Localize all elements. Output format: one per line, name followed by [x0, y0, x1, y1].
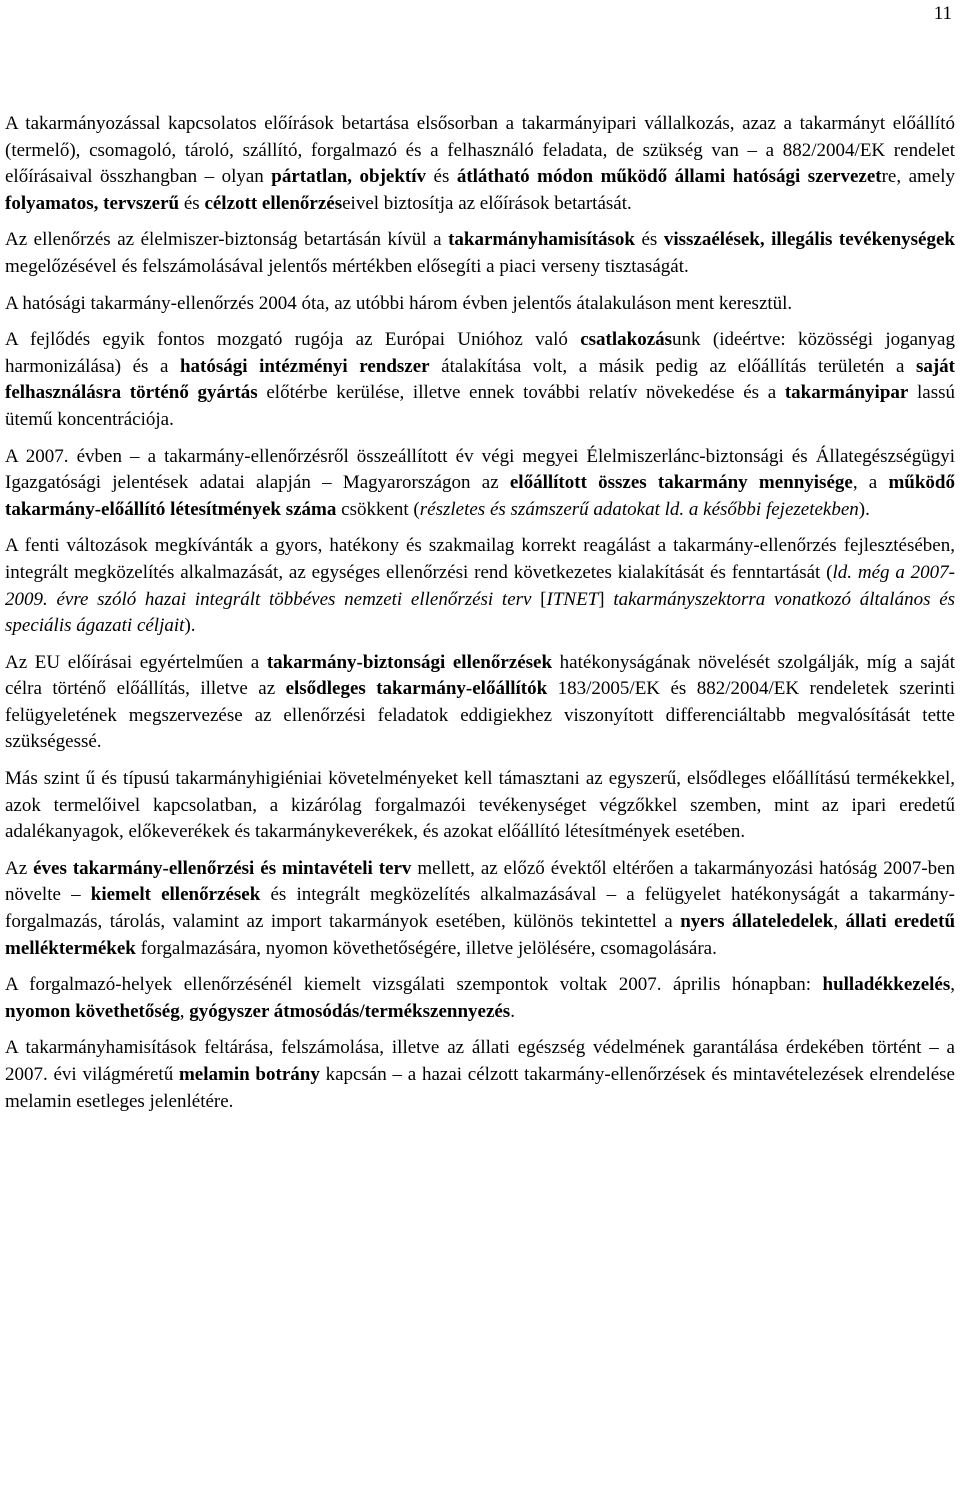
bold-text: átlátható módon működő állami hatósági szervezet — [456, 166, 882, 188]
paragraph-9 — [5, 856, 955, 962]
paragraph-text: és — [634, 229, 664, 251]
paragraph-text: és — [179, 192, 205, 214]
paragraph-text: és integrált megközelítés alkalmazásával – a felügyelet hatékonyságát a takarmány-forgalmazás, tárolás, valamint az import takarmányok esetében, különös tekintettel a — [5, 884, 955, 933]
paragraph-6 — [5, 533, 955, 639]
paragraph-text: , a — [852, 472, 889, 494]
bold-text: éves takarmány-ellenőrzési és mintavételi terv — [33, 857, 412, 879]
bold-text: elsődleges takarmány-előállítók — [285, 678, 548, 700]
page-number: 11 — [933, 3, 952, 24]
paragraph-text: hatékonyságának növelését szolgálják, míg a saját célra történő előállítás, illetve az — [5, 651, 956, 700]
paragraph-text: , — [179, 1000, 190, 1022]
paragraph-1 — [5, 111, 955, 217]
paragraph-text: . — [510, 1000, 515, 1022]
paragraph-text: forgalmazására, nyomon követhetőségére, illetve jelölésére, csomagolására. — [135, 937, 717, 959]
bold-text: hulladékkezelés — [822, 974, 951, 996]
paragraph-3 — [5, 291, 955, 318]
paragraph-11 — [5, 1035, 955, 1115]
paragraph-text: [ — [531, 588, 547, 610]
paragraph-text: Más szint ű és típusú takarmányhigiéniai követelményeket kell támasztani az egyszerű, elsődleges előállítású termékekkel, azok termelőivel kapcsolatban, a kizárólag forgalmazói tevékenységet végzőkkel szemben, mint az ipari eredetű adalékanyagok, előkeverékek és takarmánykeverékek, és azokat előállító létesítmények esetében. — [5, 768, 955, 843]
paragraph-text: csökkent ( — [336, 498, 420, 520]
italic-text: takarmányszektorra vonatkozó általános és speciális ágazati céljait — [5, 588, 956, 637]
bold-text: visszaélések, illegális tevékenységek — [663, 229, 955, 251]
paragraph-text: A hatósági takarmány-ellenőrzés 2004 óta, az utóbbi három évben jelentős átalakuláson ment keresztül. — [5, 292, 793, 314]
bold-text: működő takarmány-előállító létesítmények száma — [5, 472, 955, 520]
bold-text: folyamatos, tervszerű — [5, 192, 180, 214]
bold-text: nyers állateledelek — [680, 911, 834, 933]
paragraph-text: A takarmányozással kapcsolatos előírások betartása elsősorban a takarmányipari vállalkozás, azaz a takarmányt előállító (termelő), csomagoló, tároló, szállító, forgalmazó és a felhasználó feladata, de szükség van – a 882/2004/EK rendelet előírásaival összhangban – olyan — [5, 113, 955, 188]
paragraph-text: eivel biztosítja az előírások betartását. — [342, 192, 632, 214]
paragraph-5 — [5, 444, 955, 524]
bold-text: takarmányhamisítások — [448, 229, 635, 251]
bold-text: saját felhasználásra történő gyártás — [5, 355, 955, 404]
bold-text: takarmányipar — [784, 382, 909, 404]
paragraph-text: kapcsán – a hazai célzott takarmány-ellenőrzések és mintavételezések elrendelése melamin esetleges jelenlétére. — [5, 1064, 955, 1112]
bold-text: csatlakozás — [580, 329, 673, 351]
paragraph-text: ] — [598, 588, 614, 610]
paragraph-text: unk (ideértve: közösségi joganyag harmonizálása) és a — [5, 329, 955, 377]
paragraph-text: A forgalmazó-helyek ellenőrzésénél kiemelt vizsgálati szempontok voltak 2007. április hónapban: — [5, 974, 823, 996]
bold-text: kiemelt ellenőrzések — [90, 884, 261, 906]
bold-text: takarmány-biztonsági ellenőrzések — [266, 651, 553, 673]
paragraph-text: mellett, az előző évektől eltérően a takarmányozási hatóság 2007-ben növelte – — [5, 857, 956, 906]
paragraph-text: A 2007. évben – a takarmány-ellenőrzésről összeállított év végi megyei Élelmiszerlánc-biztonsági és Állategészségügyi Igazgatósági jelentések adatai alapján – Magyarországon az — [5, 445, 955, 494]
bold-text: nyomon követhetőség — [5, 1000, 180, 1022]
bold-text: állati eredetű melléktermékek — [5, 911, 956, 959]
paragraph-10 — [5, 972, 955, 1025]
paragraph-text: előtérbe kerülése, illetve ennek további relatív növekedése és a — [257, 382, 785, 404]
paragraph-8 — [5, 766, 955, 846]
bold-text: pártatlan, objektív — [271, 166, 427, 188]
paragraph-2 — [5, 227, 955, 280]
paragraph-text: Az — [5, 857, 34, 879]
paragraph-text: , — [950, 974, 955, 996]
italic-text: ld. még a 2007-2009. évre szóló hazai integrált többéves nemzeti ellenőrzési terv — [5, 561, 955, 610]
paragraph-text: Az ellenőrzés az élelmiszer-biztonság betartásán kívül a — [5, 229, 449, 251]
paragraph-text: A takarmányhamisítások feltárása, felszámolása, illetve az állati egészség védelmének garantálása érdekében történt – a 2007. évi világméretű — [5, 1037, 955, 1085]
document-body — [5, 111, 955, 1125]
paragraph-text: és — [426, 166, 457, 188]
bold-text: hatósági intézményi rendszer — [179, 355, 430, 377]
paragraph-text: lassú ütemű koncentrációja. — [5, 382, 955, 430]
paragraph-7 — [5, 650, 955, 756]
paragraph-4 — [5, 327, 955, 433]
italic-text: részletes és számszerű adatokat ld. a későbbi fejezetekben — [419, 498, 859, 520]
paragraph-text: Az EU előírásai egyértelműen a — [5, 651, 267, 673]
paragraph-text: A fenti változások megkívánták a gyors, hatékony és szakmailag korrekt reagálást a takarmány-ellenőrzés fejlesztésében, integrált megközelítés alkalmazását, az egységes ellenőrzési rend következetes kialakítását és fenntartását ( — [5, 535, 955, 583]
paragraph-text: ). — [858, 498, 870, 520]
bold-text: melamin botrány — [178, 1064, 320, 1085]
bold-text: célzott ellenőrzés — [204, 192, 343, 214]
paragraph-text: re, amely — [881, 166, 956, 188]
bold-text: gyógyszer átmosódás/termékszennyezés — [189, 1000, 511, 1022]
paragraph-text: A fejlődés egyik fontos mozgató rugója az Európai Unióhoz való — [5, 329, 581, 351]
paragraph-text: megelőzésével és felszámolásával jelentős mértékben elősegíti a piaci verseny tisztaságát. — [5, 255, 689, 277]
paragraph-text: 183/2005/EK és 882/2004/EK rendeletek szerinti felügyeletének megszervezése az ellenőrzési feladatok eddigiekhez viszonyított differenciáltabb megvalósítását tette szükségessé. — [5, 678, 955, 753]
paragraph-text: átalakítása volt, a másik pedig az előállítás területén a — [429, 355, 916, 377]
paragraph-text: , — [833, 911, 846, 933]
italic-text: ITNET — [546, 588, 599, 610]
paragraph-text: ). — [184, 615, 196, 637]
bold-text: előállított összes takarmány mennyisége — [509, 472, 853, 494]
